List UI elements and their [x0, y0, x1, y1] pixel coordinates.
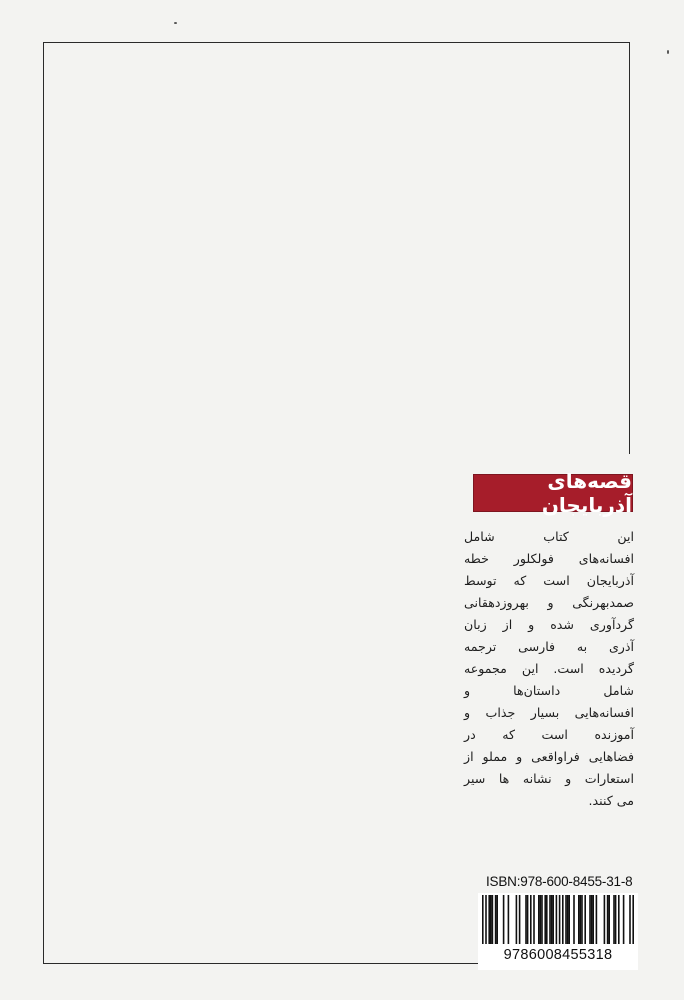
barcode-digits: 9786008455318: [480, 944, 636, 966]
description-line: این کتاب شامل: [464, 529, 634, 544]
barcode-bar: [488, 895, 490, 947]
description-line: می کنند.: [588, 793, 634, 808]
description-line: استعارات و نشانه ها سیر: [464, 771, 634, 786]
description-line: آذری به فارسی ترجمه: [464, 639, 634, 654]
barcode-bar: [604, 895, 606, 947]
frame-left-line: [43, 42, 44, 964]
barcode-bar: [552, 895, 554, 947]
barcode-bar: [559, 895, 561, 947]
barcode-bar: [492, 895, 494, 947]
barcode-bar: [551, 895, 553, 947]
barcode-bar: [607, 895, 609, 947]
book-title-banner: [473, 469, 633, 517]
barcode-bar: [591, 895, 593, 947]
barcode-bar: [567, 895, 569, 947]
barcode-bar: [525, 895, 527, 947]
book-title: قصه‌های آذربایجان: [541, 469, 632, 517]
frame-top-line: [43, 42, 630, 43]
speck-right: [667, 50, 669, 54]
barcode-bar: [496, 895, 498, 947]
barcode-bar: [581, 895, 583, 947]
frame-right-line: [629, 42, 630, 454]
barcode-bar: [503, 895, 505, 947]
barcode-bar: [565, 895, 567, 947]
barcode-bar: [608, 895, 610, 947]
speck-top: [174, 22, 177, 24]
barcode-bar: [592, 895, 594, 947]
barcode-bar: [485, 895, 487, 947]
barcode-bar: [482, 895, 484, 947]
barcode-bar: [629, 895, 631, 947]
description-line: صمدبهرنگی و بهروزدهقانی: [464, 595, 634, 610]
barcode-bar: [533, 895, 535, 947]
barcode-bar: [556, 895, 558, 947]
barcode-bar: [580, 895, 582, 947]
barcode-bar: [568, 895, 570, 947]
barcode-bar: [516, 895, 518, 947]
barcode-bar: [632, 895, 634, 947]
barcode-bar: [540, 895, 542, 947]
description-line: گردیده است. این مجموعه: [464, 661, 634, 676]
description-line: آموزنده است که در: [464, 727, 634, 742]
description-line: گردآوری شده و از زبان: [464, 617, 634, 632]
barcode-bar: [613, 895, 615, 947]
barcode-bar: [584, 895, 586, 947]
frame-bottom-line: [43, 963, 478, 964]
barcode-bar: [549, 895, 551, 947]
barcode-bar: [519, 895, 521, 947]
description-line: فضاهایی فراواقعی و مملو از: [464, 749, 634, 764]
barcode-bar: [527, 895, 529, 947]
barcode-bar: [530, 895, 532, 947]
description-line: افسانه‌هایی بسیار جذاب و: [464, 705, 634, 720]
barcode-bar: [544, 895, 546, 947]
barcode-bar: [508, 895, 510, 947]
barcode-bar: [490, 895, 492, 947]
description-line: آذربایجان است که توسط: [464, 573, 634, 588]
barcode-bar: [623, 895, 625, 947]
barcode-bar: [546, 895, 548, 947]
barcode-bar: [596, 895, 598, 947]
barcode-bar: [562, 895, 564, 947]
barcode-bar: [538, 895, 540, 947]
barcode-bar: [578, 895, 580, 947]
barcode-bar: [589, 895, 591, 947]
barcode-bar: [618, 895, 620, 947]
book-description: [464, 526, 634, 812]
barcode-bar: [573, 895, 575, 947]
description-line: شامل داستان‌ها و: [464, 683, 634, 698]
description-line: افسانه‌های فولکلور خطه: [464, 551, 634, 566]
barcode-bar: [615, 895, 617, 947]
barcode-bar: [495, 895, 497, 947]
isbn-label: ISBN:978-600-8455-31-8: [486, 874, 633, 889]
barcode-bar: [541, 895, 543, 947]
